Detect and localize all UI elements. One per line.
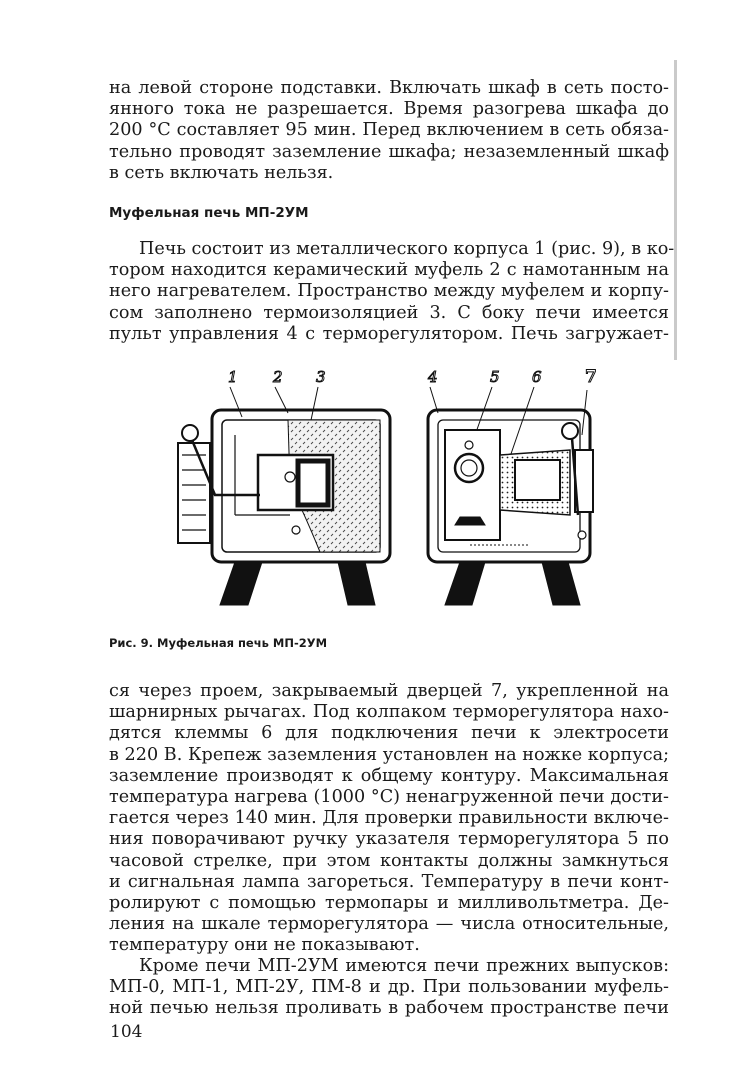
text-line: МП-0, МП-1, МП-2У, ПМ-8 и др. При пользовании муфель- xyxy=(109,977,669,998)
figure-muffle-furnace xyxy=(170,365,610,627)
text-line: температуру они не показывают. xyxy=(109,935,420,956)
text-line: ния поворачивают ручку указателя терморегулятора 5 по xyxy=(109,829,669,850)
figure-label-7: 7 xyxy=(585,367,597,387)
figure-label-2: 2 xyxy=(273,368,283,386)
text-line: ролируют с помощью термопары и милливольтметра. Де- xyxy=(109,893,669,914)
text-line: ления на шкале терморегулятора — числа относительные, xyxy=(109,914,669,935)
top-paragraph xyxy=(109,78,669,184)
text-line: 200 °С составляет 95 мин. Перед включением в сеть обяза- xyxy=(109,120,669,141)
figure-label-5: 5 xyxy=(490,368,500,386)
text-line: температура нагрева (1000 °С) ненагруженной печи дости- xyxy=(109,787,669,808)
furnace-side-section xyxy=(178,368,390,605)
figure-label-1: 1 xyxy=(228,368,238,386)
text-line: дятся клеммы 6 для подключения печи к электросети xyxy=(109,723,669,744)
intro-paragraph xyxy=(109,239,675,345)
text-line: Кроме печи МП-2УМ имеются печи прежних выпусков: xyxy=(139,956,669,976)
figure-label-3: 3 xyxy=(316,368,326,386)
page-number: 104 xyxy=(110,1022,143,1042)
text-line: и сигнальная лампа загореться. Температуру в печи конт- xyxy=(109,871,669,892)
figure-caption: Рис. 9. Муфельная печь МП-2УМ xyxy=(109,636,328,650)
scan-edge xyxy=(674,60,677,360)
text-line: ной печью нельзя проливать в рабочем пространстве печи xyxy=(109,998,669,1019)
section-heading: Муфельная печь МП-2УМ xyxy=(109,205,309,221)
figure-label-4: 4 xyxy=(428,368,438,386)
text-line: на левой стороне подставки. Включать шкаф в сеть посто- xyxy=(109,78,669,98)
furnace-front-section xyxy=(427,367,597,605)
text-line: тельно проводят заземление шкафа; незаземленный шкаф xyxy=(109,141,669,162)
text-line: сом заполнено термоизоляцией 3. С боку печи имеется xyxy=(109,302,669,323)
text-line: часовой стрелке, при этом контакты должны замкнуться xyxy=(109,850,669,871)
text-line: в сеть включать нельзя. xyxy=(109,162,334,183)
text-line: в 220 В. Крепеж заземления установлен на ножке корпуса; xyxy=(109,744,669,765)
text-line: гается через 140 мин. Для проверки правильности включе- xyxy=(109,808,669,829)
text-line: тором находится керамический муфель 2 с намотанным на xyxy=(109,260,669,281)
last-paragraph xyxy=(109,956,669,1020)
figure-label-6: 6 xyxy=(532,368,542,386)
text-line: пульт управления 4 с терморегулятором. Печь загружает- xyxy=(109,323,669,344)
main-paragraph xyxy=(109,681,669,957)
text-line: шарнирных рычагах. Под колпаком терморегулятора нахо- xyxy=(109,702,669,723)
text-line: него нагревателем. Пространство между муфелем и корпу- xyxy=(109,281,669,302)
text-line: заземление производят к общему контуру. Максимальная xyxy=(109,765,669,786)
text-line: янного тока не разрешается. Время разогрева шкафа до xyxy=(109,99,669,120)
text-line: ся через проем, закрываемый дверцей 7, укрепленной на xyxy=(109,681,669,701)
furnace-illustration xyxy=(170,365,610,627)
text-line: Печь состоит из металлического корпуса 1 (рис. 9), в ко- xyxy=(139,239,675,259)
